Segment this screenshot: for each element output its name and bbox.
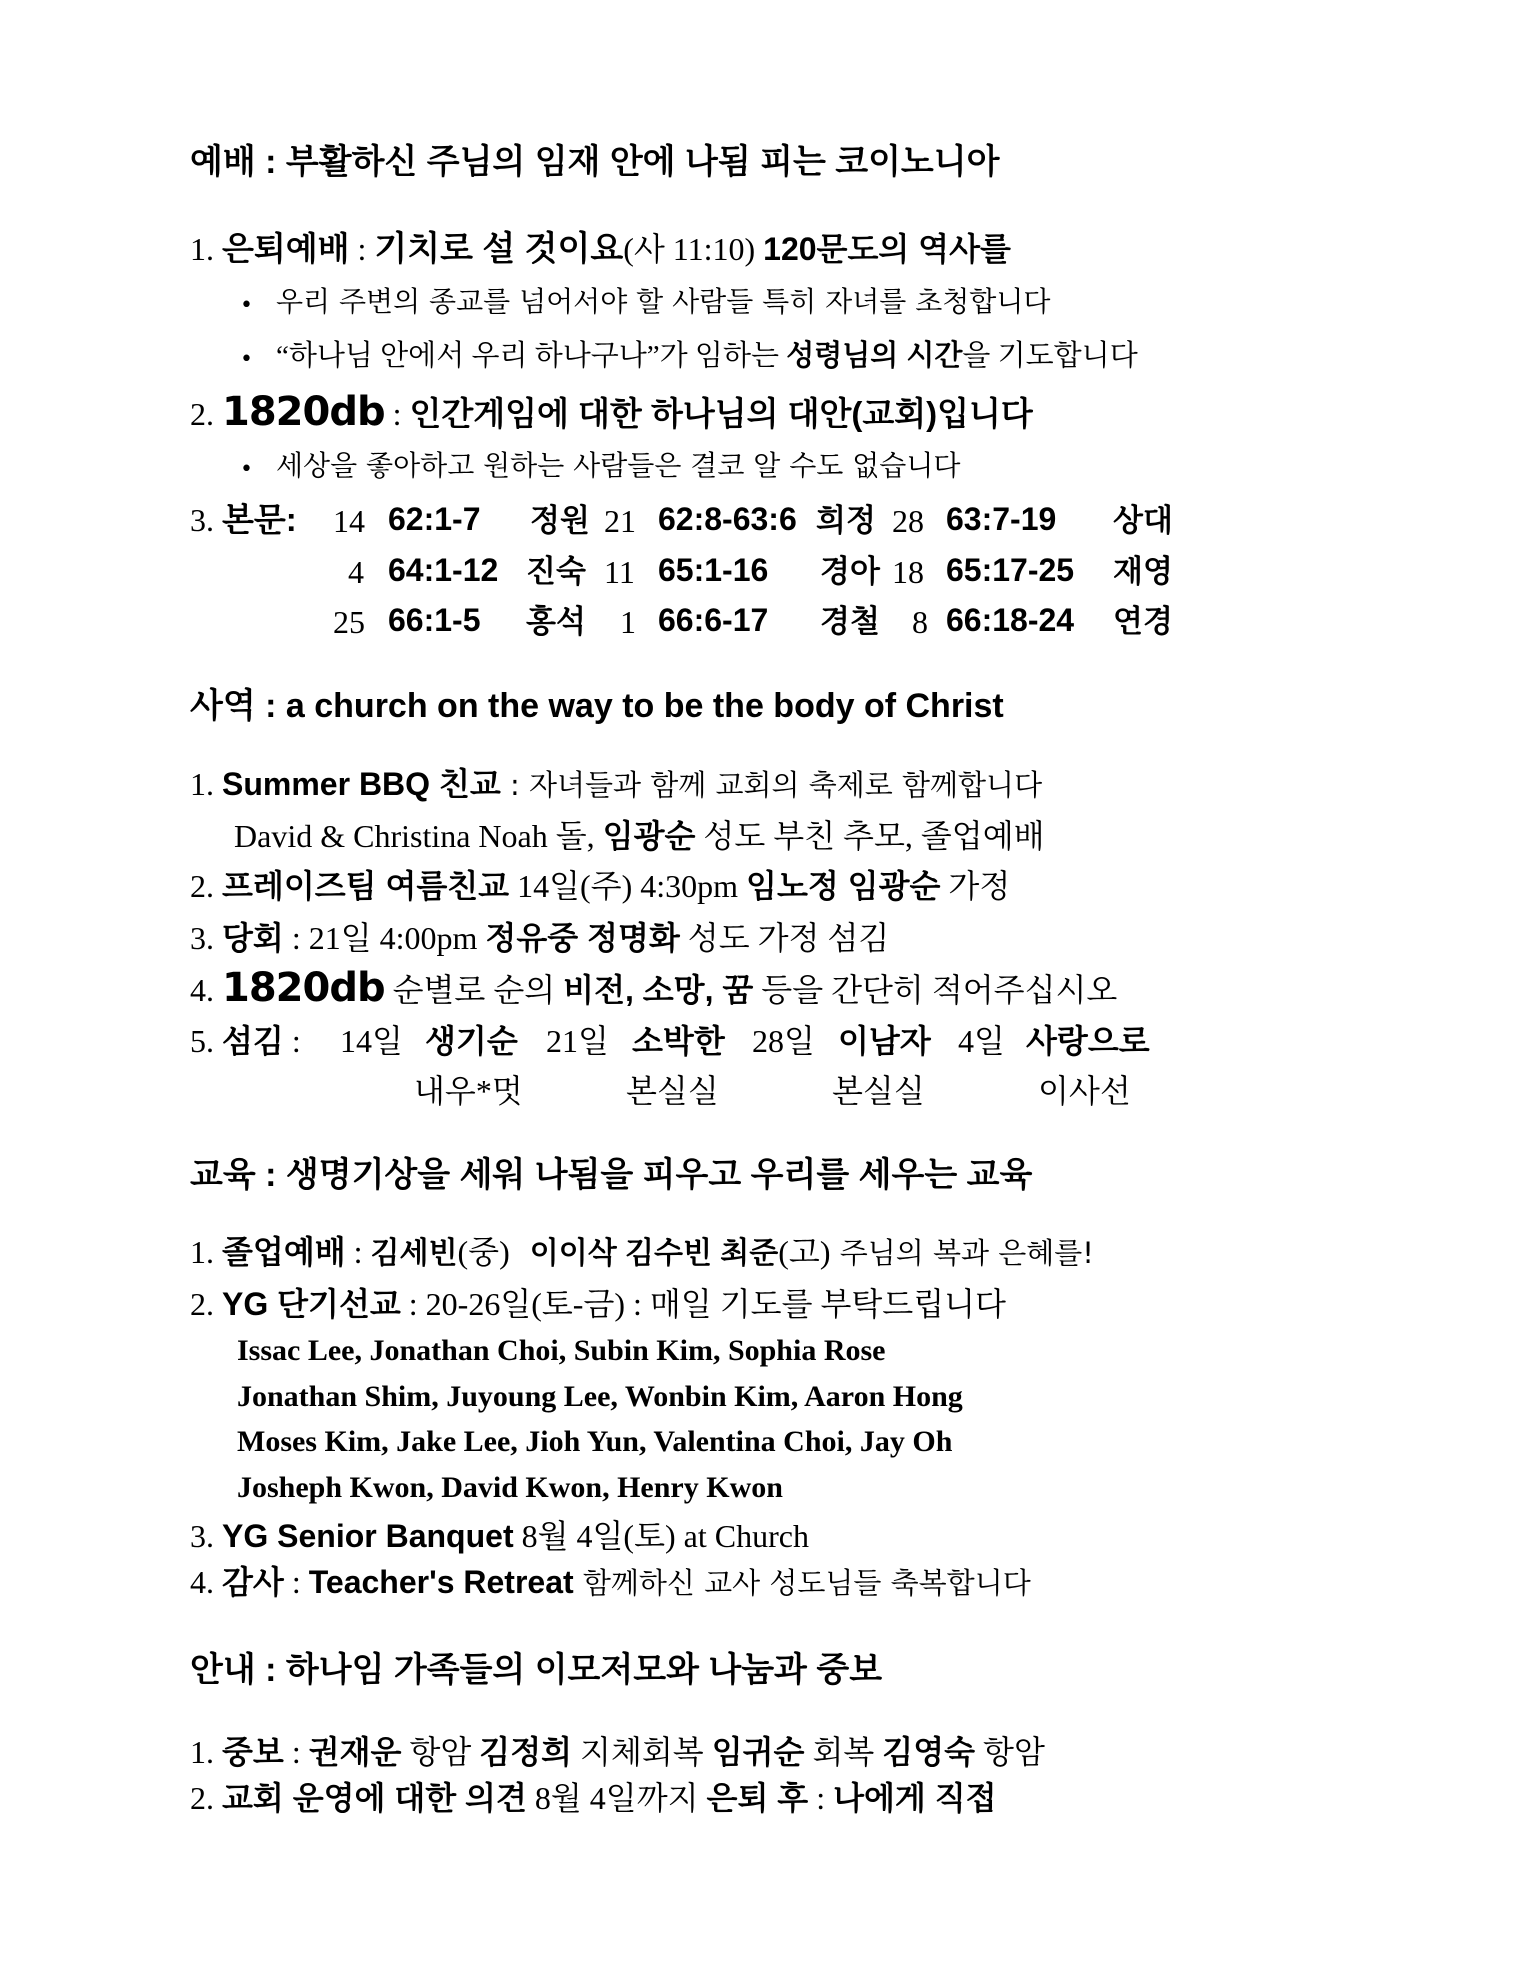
service-sub: 본실실 — [626, 1073, 719, 1109]
reading-passage: 65:17-25 — [946, 552, 1075, 588]
item-number: 4. — [190, 1564, 214, 1600]
item-title: 본문: — [222, 501, 297, 538]
ministry-item-1-detail — [234, 820, 1045, 852]
worship-item-1 — [190, 232, 1011, 266]
person-name: 임광순 — [602, 818, 696, 854]
item-title: 중보 — [222, 1734, 284, 1770]
reading-day: 8 — [912, 604, 928, 640]
1820db-logo: 1820db — [222, 965, 385, 1011]
separator: : — [283, 1734, 309, 1770]
item-number: 1. — [190, 231, 214, 267]
item-title: 감사 — [222, 1564, 284, 1600]
item-text-tail: 성도 부친 추모, 졸업예배 — [695, 818, 1045, 854]
person-names: 정유중 정명화 — [485, 920, 680, 956]
reading-name: 연경 — [1113, 604, 1173, 639]
person-name: 김세빈 — [370, 1237, 458, 1270]
reading-name: 진숙 — [526, 554, 586, 589]
item-title: YG Senior Banquet — [222, 1518, 514, 1554]
separator: : — [283, 1564, 309, 1600]
education-heading: 교육 : 생명기상을 세워 나됨을 피우고 우리를 세우는 교육 — [190, 1156, 1033, 1194]
ministry-item-3 — [190, 922, 889, 954]
reading-day: 28 — [892, 503, 924, 539]
notice-item-1 — [190, 1736, 1045, 1768]
reading-passage: 66:1-5 — [388, 602, 481, 638]
item-title: 섬김 — [222, 1023, 284, 1059]
notice-item-2 — [190, 1782, 997, 1814]
item-title: 졸업예배 — [222, 1234, 346, 1270]
reading-day: 1 — [620, 604, 636, 640]
service-day: 28일 — [752, 1023, 815, 1059]
item-title: YG 단기선교 — [222, 1286, 401, 1322]
bullet-icon: • — [240, 347, 253, 372]
reading-name: 희정 — [816, 503, 876, 538]
item-number: 3. — [190, 1518, 214, 1554]
scripture-phrase: 기치로 설 것이요 — [374, 230, 624, 268]
bullet-icon: • — [240, 293, 253, 318]
prayer-need: 항암 — [401, 1734, 480, 1770]
scripture-ref: (사 11:10) — [623, 231, 756, 267]
separator: : — [808, 1780, 834, 1816]
item-number: 2. — [190, 1780, 214, 1816]
service-group: 생기순 — [425, 1023, 518, 1059]
person-name: 김영숙 — [882, 1734, 976, 1770]
item-title: 프레이즈팀 여름친교 — [222, 868, 510, 904]
person-name: 김정희 — [479, 1734, 573, 1770]
service-group: 사랑으로 — [1026, 1023, 1150, 1059]
mission-names-line-1: Issac Lee, Jonathan Choi, Subin Kim, Sophia Rose — [237, 1334, 886, 1367]
item-text: 순별로 순의 — [384, 972, 564, 1008]
item-emphasis: 은퇴 후 — [706, 1780, 809, 1816]
grade-label: (중) — [457, 1234, 510, 1270]
bullet-text-tail: 을 기도합니다 — [962, 340, 1138, 372]
event-name: Teacher's Retreat — [308, 1564, 574, 1600]
item-text-tail: 함께하신 교사 성도님들 축복합니다 — [573, 1566, 1031, 1600]
service-group: 이남자 — [838, 1023, 931, 1059]
item-text: : 20-26일(토-금) : 매일 기도를 부탁드립니다 — [400, 1286, 1006, 1322]
item-emphasis: 비전, 소망, 꿈 — [563, 972, 754, 1008]
reading-name: 경아 — [820, 554, 880, 589]
item-text: : 21일 4:00pm — [283, 920, 486, 956]
prayer-need: 항암 — [975, 1734, 1045, 1770]
service-day: 4일 — [958, 1023, 1005, 1059]
worship-item-2 — [190, 389, 1033, 435]
prayer-need: 회복 — [804, 1734, 883, 1770]
reading-name: 상대 — [1113, 503, 1173, 538]
education-item-4 — [190, 1566, 1031, 1598]
education-item-3 — [190, 1520, 809, 1552]
ministry-item-2 — [190, 870, 1010, 902]
reading-passage: 64:1-12 — [388, 552, 499, 588]
reading-day: 18 — [892, 554, 924, 590]
reading-passage: 66:6-17 — [658, 602, 769, 638]
service-sub: 내우*멋 — [414, 1073, 523, 1109]
reading-passage: 62:8-63:6 — [658, 501, 797, 537]
item-text: David & Christina Noah 돌, — [234, 818, 603, 854]
item-text-tail: 성도 가정 섬김 — [679, 920, 890, 956]
item-number: 5. — [190, 1023, 214, 1059]
grade-label: (고) — [778, 1234, 831, 1270]
reading-passage: 62:1-7 — [388, 501, 481, 537]
service-day: 14일 — [340, 1023, 403, 1059]
reading-name: 재영 — [1113, 554, 1173, 589]
mission-names-line-2: Jonathan Shim, Juyoung Lee, Wonbin Kim, Aaron Hong — [237, 1380, 963, 1413]
item-text-tail: 주님의 복과 은혜를! — [830, 1236, 1094, 1270]
1820db-logo: 1820db — [222, 389, 385, 435]
item-number: 2. — [190, 1286, 214, 1322]
reading-name: 홍석 — [526, 604, 586, 639]
item-paren: (교회) — [851, 395, 938, 432]
reading-name: 정원 — [530, 503, 590, 538]
reading-passage: 63:7-19 — [946, 501, 1057, 537]
item-title: 교회 운영에 대한 의견 — [222, 1780, 527, 1816]
item-text: 인간게임에 대한 하나님의 대안 — [409, 395, 852, 432]
item-number: 4. — [190, 972, 214, 1008]
service-group: 소박한 — [632, 1023, 725, 1059]
ministry-item-1 — [190, 768, 1042, 800]
person-names: 이이삭 김수빈 최준 — [529, 1237, 779, 1270]
reading-day: 25 — [333, 604, 365, 640]
item-text-tail: 입니다 — [937, 395, 1033, 432]
reading-name: 경철 — [820, 604, 880, 639]
item-number: 2. — [190, 396, 214, 432]
bullet-text: “하나님 안에서 우리 하나구나”가 임하는 — [276, 340, 787, 372]
reading-day: 21 — [604, 503, 636, 539]
item-text-tail: 가정 — [940, 868, 1011, 904]
service-sub: 이사선 — [1038, 1073, 1131, 1109]
ministry-heading: 사역 : a church on the way to be the body of Christ — [190, 687, 1004, 725]
reading-day: 4 — [348, 554, 364, 590]
ministry-item-4 — [190, 965, 1118, 1011]
item-text: 8월 4일까지 — [526, 1780, 707, 1816]
item-number: 1. — [190, 766, 214, 802]
item-number: 3. — [190, 502, 214, 538]
item-text-tail: 등을 간단히 적어주십시오 — [753, 972, 1118, 1008]
item-number: 3. — [190, 920, 214, 956]
separator: : — [349, 231, 375, 267]
service-day: 21일 — [546, 1023, 609, 1059]
item-number: 1. — [190, 1234, 214, 1270]
item-title: Summer BBQ 친교 — [222, 766, 501, 802]
item-text: 14일(주) 4:30pm — [509, 868, 747, 904]
bullet-text: 우리 주변의 종교를 넘어서야 할 사람들 특히 자녀를 초청합니다 — [276, 285, 1051, 318]
bullet-icon: • — [240, 457, 253, 482]
item-title: 은퇴예배 — [222, 230, 350, 267]
mission-names-line-4: Josheph Kwon, David Kwon, Henry Kwon — [237, 1471, 783, 1504]
education-item-2 — [190, 1288, 1006, 1320]
reading-day: 11 — [604, 554, 635, 590]
item-number: 2. — [190, 868, 214, 904]
separator: : — [283, 1023, 301, 1059]
item-tail: 120문도의 역사를 — [763, 231, 1011, 267]
person-name: 권재운 — [308, 1734, 402, 1770]
notice-heading: 안내 : 하나임 가족들의 이모저모와 나눔과 중보 — [190, 1651, 883, 1689]
separator: : — [384, 396, 410, 432]
worship-heading: 예배 : 부활하신 주님의 임재 안에 나됨 피는 코이노니아 — [190, 143, 1000, 181]
bullet-emphasis: 성령님의 시간 — [786, 340, 963, 372]
reading-passage: 65:1-16 — [658, 552, 769, 588]
scripture-label — [190, 503, 297, 536]
reading-day: 14 — [333, 503, 365, 539]
item-title: 당회 — [222, 920, 284, 956]
reading-passage: 66:18-24 — [946, 602, 1075, 638]
worship-bullet-1 — [276, 285, 1051, 318]
education-item-1 — [190, 1236, 1094, 1269]
bullet-text: 세상을 좋아하고 원하는 사람들은 결코 알 수도 없습니다 — [276, 449, 961, 482]
person-name: 임귀순 — [711, 1734, 805, 1770]
service-sub: 본실실 — [832, 1073, 925, 1109]
ministry-item-5 — [190, 1025, 301, 1057]
worship-bullet-3 — [276, 449, 961, 482]
mission-names-line-3: Moses Kim, Jake Lee, Jioh Yun, Valentina Choi, Jay Oh — [237, 1425, 953, 1458]
item-number: 1. — [190, 1734, 214, 1770]
item-text: 8월 4일(토) at Church — [513, 1518, 809, 1554]
item-emphasis: 나에게 직접 — [833, 1780, 997, 1816]
prayer-need: 지체회복 — [572, 1734, 712, 1770]
worship-bullet-2 — [276, 342, 1138, 371]
separator: : — [345, 1234, 371, 1270]
item-text: : 자녀들과 함께 교회의 축제로 함께합니다 — [500, 768, 1043, 802]
person-names: 임노정 임광순 — [746, 868, 941, 904]
